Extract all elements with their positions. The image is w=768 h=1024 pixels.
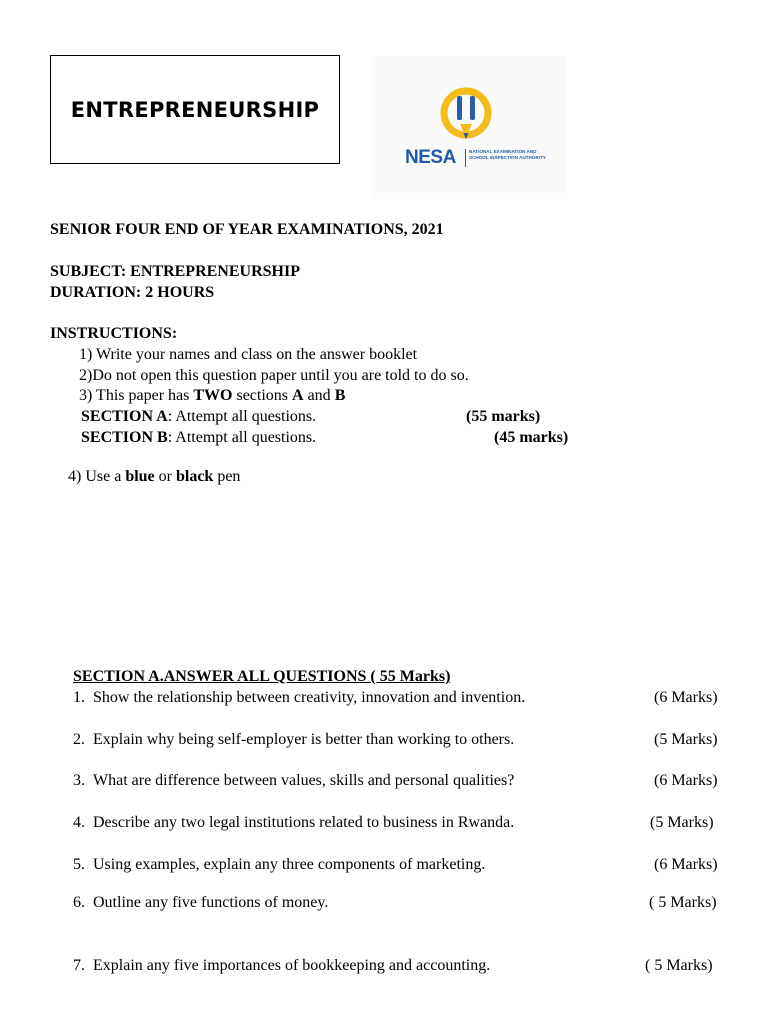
question-6-marks: ( 5 Marks) — [649, 894, 717, 911]
question-text: Show the relationship between creativity, innovation and invention. — [93, 689, 526, 706]
instruction-4-or: or — [154, 468, 176, 485]
question-text: Outline any five functions of money. — [93, 894, 329, 911]
question-5 — [73, 856, 485, 874]
nesa-pencil-icon — [372, 56, 567, 156]
question-1 — [73, 689, 525, 707]
question-text: What are difference between values, skills and personal qualities? — [93, 772, 515, 789]
question-4 — [73, 814, 514, 832]
instruction-3-and: and — [303, 387, 335, 404]
question-2 — [73, 731, 514, 749]
instructions-heading: INSTRUCTIONS: — [50, 325, 178, 342]
section-a-heading: SECTION A.ANSWER ALL QUESTIONS ( 55 Marks) — [73, 668, 451, 685]
section-b-label: SECTION B — [81, 429, 168, 446]
instruction-3 — [79, 387, 345, 405]
section-b-marks: (45 marks) — [494, 429, 569, 446]
section-b-instruction — [81, 429, 316, 447]
question-number: 2. — [73, 731, 85, 748]
question-text: Using examples, explain any three components of marketing. — [93, 856, 486, 873]
nesa-logo — [372, 56, 567, 199]
question-3-marks: (6 Marks) — [654, 772, 718, 789]
instruction-3-a: A — [292, 387, 304, 404]
instruction-4-black: black — [175, 468, 214, 485]
question-6 — [73, 894, 328, 912]
logo-divider — [465, 149, 466, 167]
section-a-label: SECTION A — [81, 408, 168, 425]
instruction-4-suffix: pen — [213, 468, 241, 485]
instruction-2-number: 2) — [79, 367, 93, 384]
section-b-text: : Attempt all questions. — [167, 429, 317, 446]
subject-line: SUBJECT: ENTREPRENEURSHIP — [50, 263, 300, 280]
question-number: 5. — [73, 856, 85, 873]
question-number: 4. — [73, 814, 85, 831]
question-7-marks: ( 5 Marks) — [645, 957, 713, 974]
exam-title: SENIOR FOUR END OF YEAR EXAMINATIONS, 2021 — [50, 221, 444, 238]
question-text: Describe any two legal institutions related to business in Rwanda. — [93, 814, 515, 831]
instruction-3-mid: sections — [232, 387, 293, 404]
question-number: 6. — [73, 894, 85, 911]
instruction-2 — [79, 367, 469, 385]
question-7 — [73, 957, 490, 975]
logo-acronym: NESA — [405, 147, 456, 168]
question-text: Explain any five importances of bookkeeping and accounting. — [93, 957, 491, 974]
logo-full-name: NATIONAL EXAMINATION AND SCHOOL INSPECTION AUTHORITY — [469, 149, 546, 160]
duration-line — [50, 284, 214, 302]
document-title: ENTREPRENEURSHIP — [70, 97, 320, 122]
section-a-instruction — [81, 408, 316, 426]
instruction-3-two: TWO — [193, 387, 233, 404]
section-a-marks: (55 marks) — [466, 408, 541, 425]
instruction-4-prefix: 4) Use a — [68, 468, 126, 485]
question-5-marks: (6 Marks) — [654, 856, 718, 873]
instruction-3-b: B — [334, 387, 346, 404]
question-number: 7. — [73, 957, 85, 974]
instruction-4-blue: blue — [125, 468, 155, 485]
instruction-1: 1) Write your names and class on the answer booklet — [79, 346, 418, 363]
question-number: 1. — [73, 689, 85, 706]
question-4-marks: (5 Marks) — [650, 814, 714, 831]
title-box — [50, 55, 340, 164]
instruction-2-text: Do not open this question paper until you are told to do so. — [92, 367, 469, 384]
question-3 — [73, 772, 514, 790]
question-2-marks: (5 Marks) — [654, 731, 718, 748]
question-number: 3. — [73, 772, 85, 789]
question-1-marks: (6 Marks) — [654, 689, 718, 706]
duration-text: DURATION: 2 HOURS — [50, 284, 215, 301]
instruction-4 — [68, 468, 240, 486]
question-text: Explain why being self-employer is better than working to others. — [93, 731, 515, 748]
instruction-3-prefix: 3) This paper has — [79, 387, 194, 404]
section-a-text: : Attempt all questions. — [167, 408, 317, 425]
